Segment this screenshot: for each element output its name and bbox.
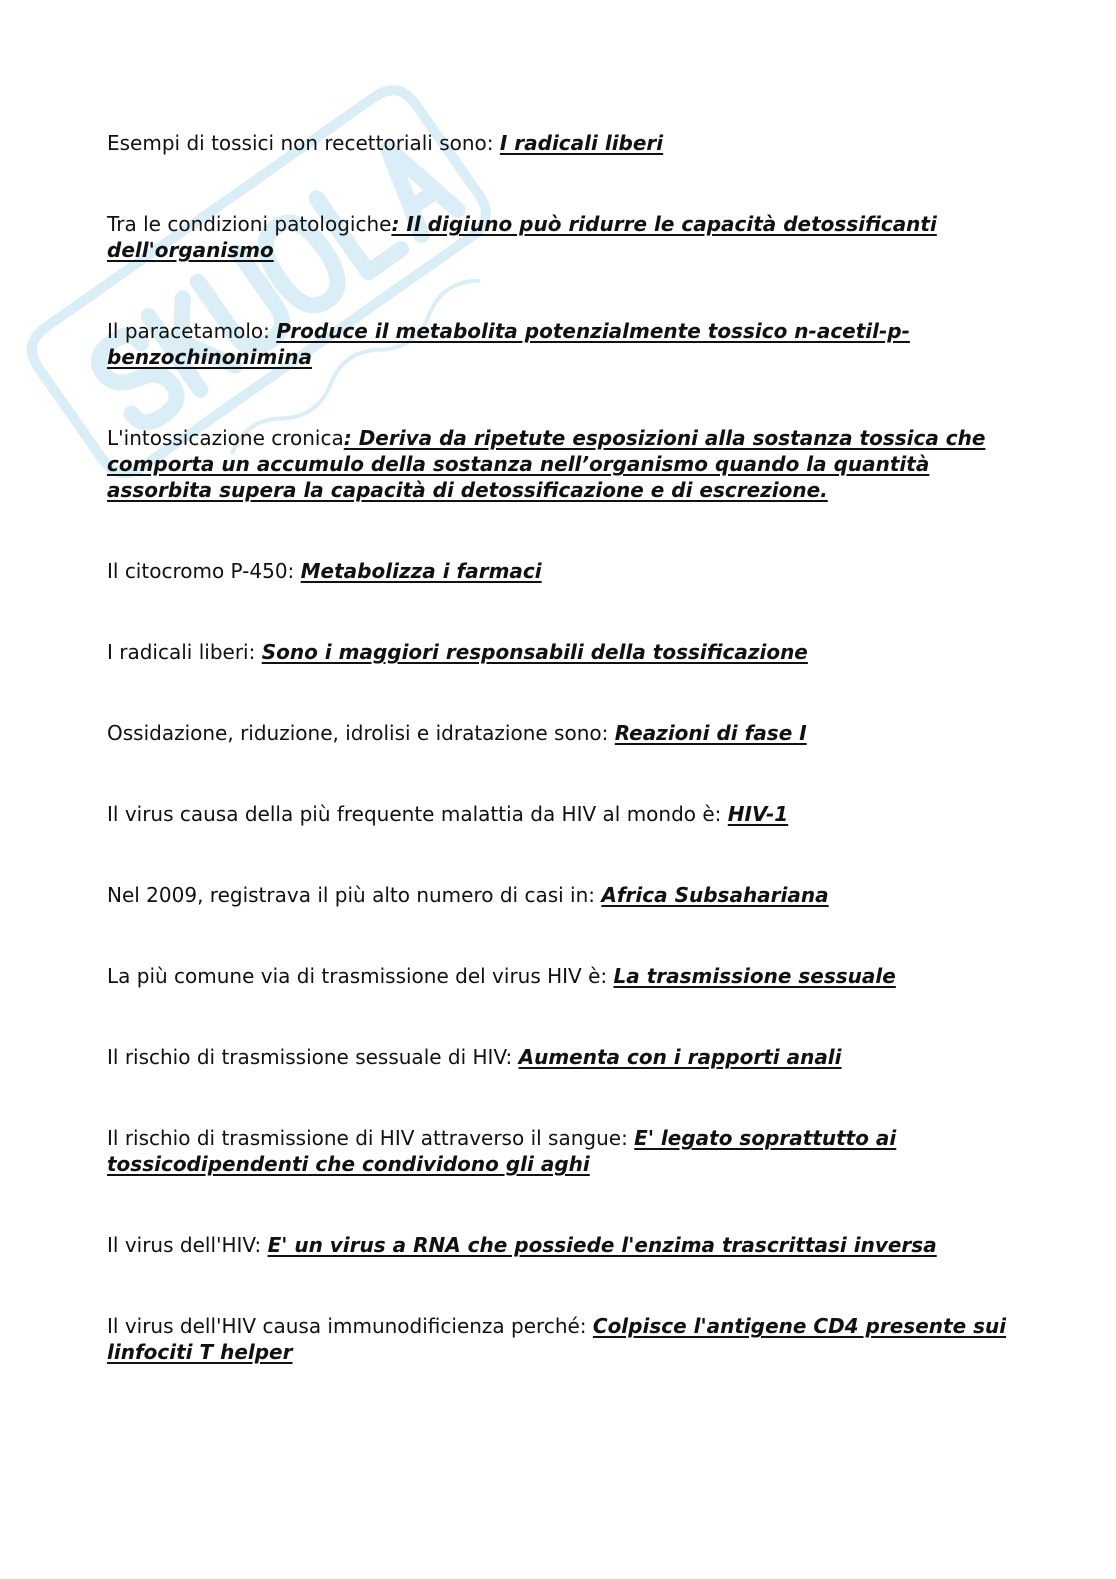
qa-item [107, 1232, 1007, 1258]
answer-text: Produce il metabolita potenzialmente tossico n-acetil-p-benzochinonimina [107, 319, 910, 369]
qa-item [107, 639, 1007, 665]
qa-item [107, 558, 1007, 584]
qa-item [107, 1044, 1007, 1070]
answer-text: La trasmissione sessuale [613, 964, 896, 988]
qa-item [107, 130, 1007, 156]
answer-text: : Deriva da ripetute esposizioni alla sostanza tossica che comporta un accumulo della sostanza nell’organismo quando la quantità assorbita supera la capacità di detossificazione e di escrezione. [107, 426, 986, 502]
question-text: Il virus dell'HIV causa immunodificienza perché: [107, 1314, 593, 1338]
answer-text: : Il digiuno può ridurre le capacità detossificanti dell'organismo [107, 212, 937, 262]
question-text: Il citocromo P-450: [107, 559, 301, 583]
qa-item [107, 425, 1007, 503]
document-body [107, 130, 1007, 1420]
question-text: Il virus dell'HIV: [107, 1233, 268, 1257]
answer-text: HIV-1 [727, 802, 789, 826]
answer-text: I radicali liberi [499, 131, 664, 155]
answer-text: Colpisce l'antigene CD4 presente sui linfociti T helper [107, 1314, 1007, 1364]
question-text: Nel 2009, registrava il più alto numero di casi in: [107, 883, 602, 907]
qa-item [107, 801, 1007, 827]
answer-text: E' legato soprattutto ai tossicodipendenti che condividono gli aghi [107, 1126, 897, 1176]
answer-text: Metabolizza i farmaci [300, 559, 542, 583]
qa-item [107, 1125, 1007, 1177]
question-text: Esempi di tossici non recettoriali sono: [107, 131, 500, 155]
question-text: Il rischio di trasmissione di HIV attraverso il sangue: [107, 1126, 635, 1150]
answer-text: E' un virus a RNA che possiede l'enzima trascrittasi inversa [267, 1233, 937, 1257]
answer-text: Aumenta con i rapporti anali [518, 1045, 842, 1069]
qa-item [107, 1313, 1007, 1365]
qa-item [107, 882, 1007, 908]
question-text: Ossidazione, riduzione, idrolisi e idratazione sono: [107, 721, 615, 745]
question-text: La più comune via di trasmissione del virus HIV è: [107, 964, 614, 988]
question-text: I radicali liberi: [107, 640, 262, 664]
answer-text: Africa Subsahariana [601, 883, 829, 907]
answer-text: Reazioni di fase I [614, 721, 807, 745]
qa-item [107, 720, 1007, 746]
question-text: Tra le condizioni patologiche [107, 212, 392, 236]
qa-item [107, 211, 1007, 263]
answer-text: Sono i maggiori responsabili della tossificazione [261, 640, 808, 664]
qa-item [107, 318, 1007, 370]
question-text: Il virus causa della più frequente malattia da HIV al mondo è: [107, 802, 728, 826]
question-text: L'intossicazione cronica [107, 426, 344, 450]
question-text: Il paracetamolo: [107, 319, 277, 343]
qa-item [107, 963, 1007, 989]
question-text: Il rischio di trasmissione sessuale di HIV: [107, 1045, 519, 1069]
